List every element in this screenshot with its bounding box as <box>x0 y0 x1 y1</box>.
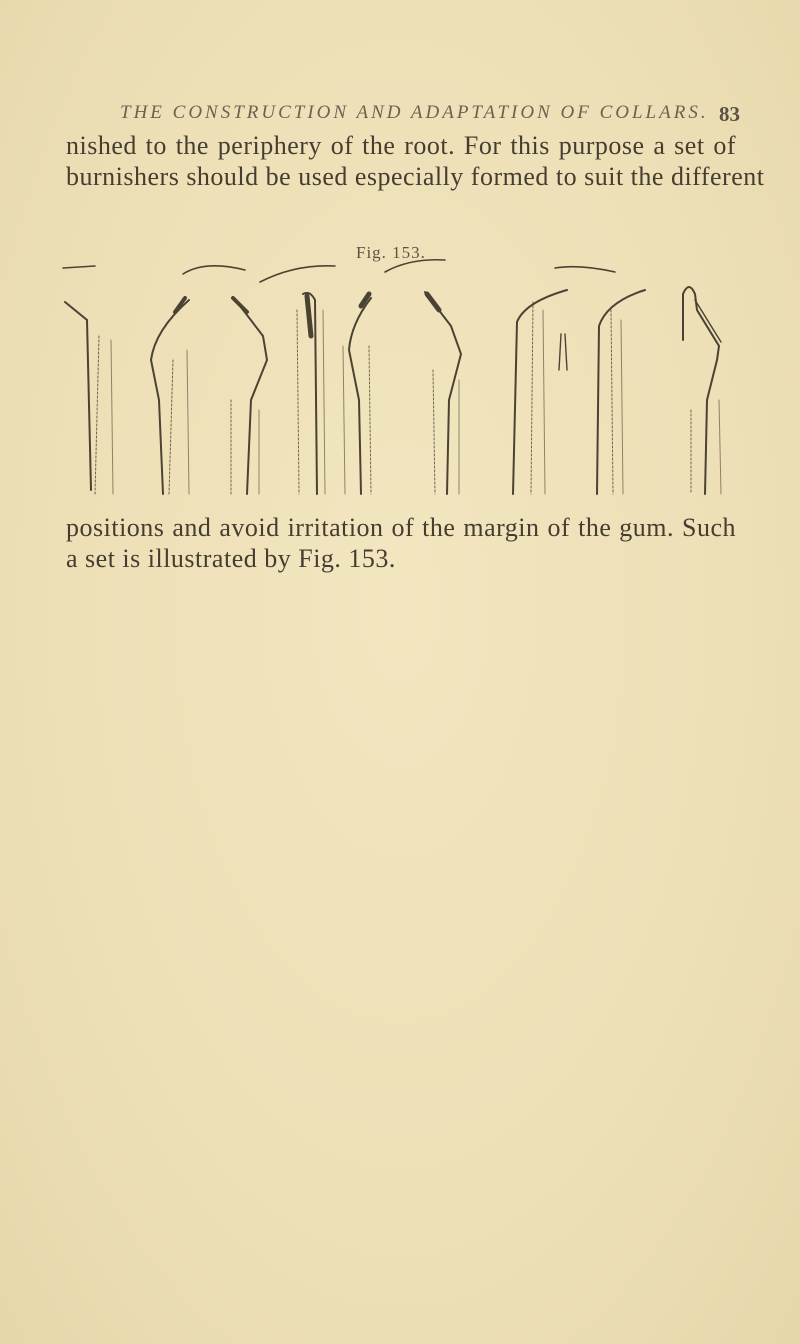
burnisher-7 <box>513 290 567 494</box>
burnisher-2 <box>151 298 189 494</box>
text-line: nished to the periphery of the root. For this purpose a set of <box>66 131 736 160</box>
burnisher-5 <box>343 294 371 494</box>
burnisher-3 <box>231 298 267 494</box>
text-line: a set is illustrated by Fig. 153. <box>66 544 396 573</box>
text-line: burnishers should be used especially formed to suit the different <box>66 162 765 191</box>
text-line: positions and avoid irritation of the margin of the gum. Such <box>66 513 736 542</box>
paragraph-1 <box>66 130 765 192</box>
tip-strokes <box>63 260 615 282</box>
burnisher-9 <box>683 287 721 494</box>
burnisher-4 <box>297 293 325 494</box>
figure-caption: Fig. 153. <box>356 243 426 262</box>
burnisher-1 <box>65 302 113 494</box>
running-title: THE CONSTRUCTION AND ADAPTATION OF COLLARS. <box>120 102 709 123</box>
figure-153 <box>55 250 745 510</box>
burnisher-8 <box>597 290 645 494</box>
burnisher-illustration <box>55 250 745 510</box>
paragraph-2 <box>66 512 736 574</box>
burnisher-6 <box>425 292 461 494</box>
page-number: 83 <box>719 102 740 126</box>
running-head <box>120 102 740 132</box>
